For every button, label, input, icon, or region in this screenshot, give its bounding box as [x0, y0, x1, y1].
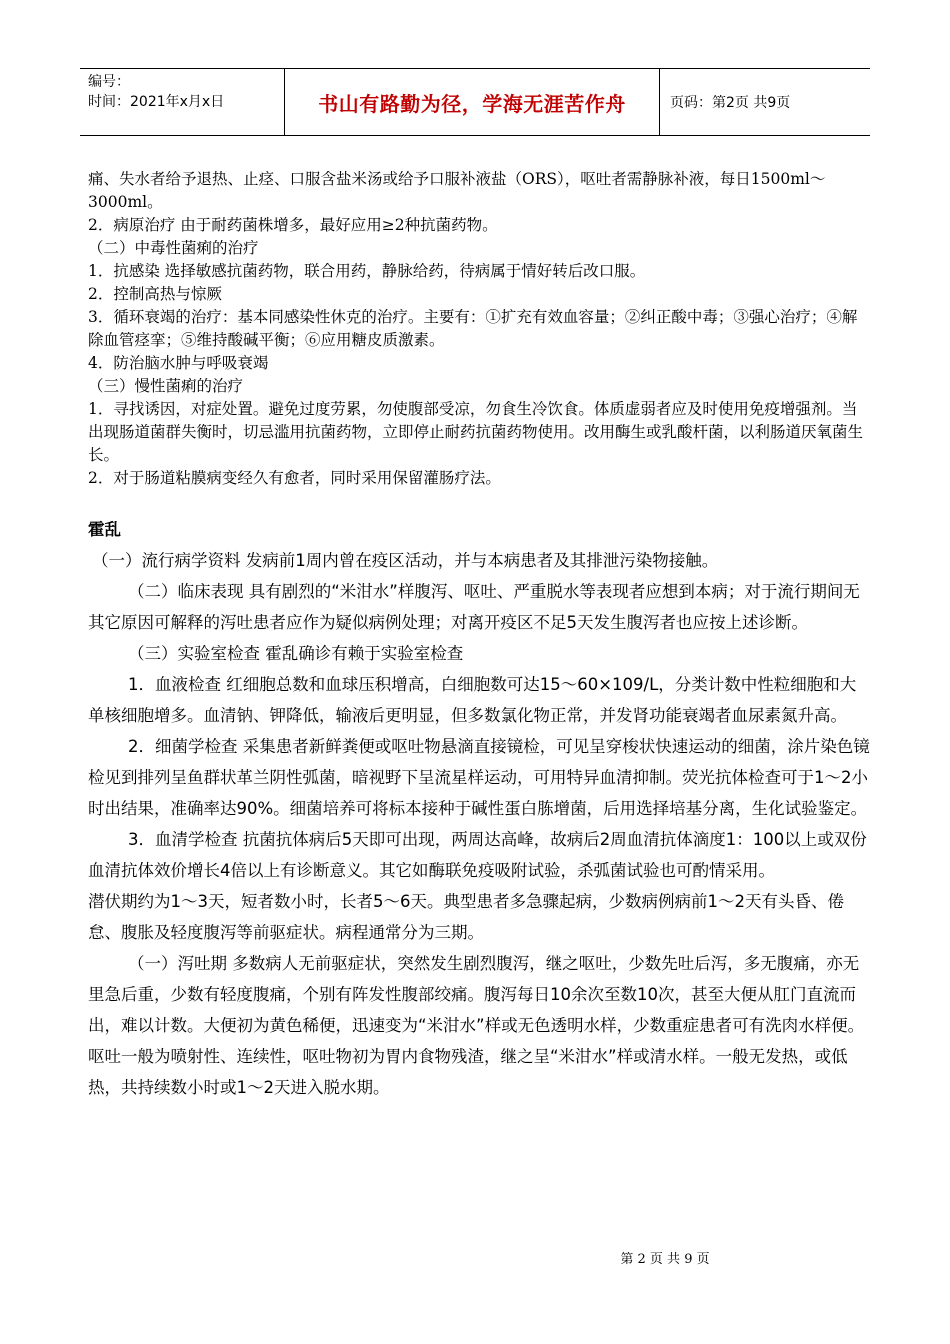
doc-code-label: 编号：: [88, 74, 130, 90]
paragraph: 4．防治脑水肿与呼吸衰竭: [88, 354, 269, 372]
paragraph: 1．血液检查 红细胞总数和血球压积增高，白细胞数可达15～60×109/L，分类计数中性粒细胞和大单核细胞增多。血清钠、钾降低，输液后更明显，但多数氯化物正常，并发肾功能衰竭者血尿素氮升高。: [88, 675, 857, 725]
paragraph: 2．细菌学检查 采集患者新鲜粪便或呕吐物悬滴直接镜检，可见呈穿梭状快速运动的细菌，涂片染色镜检见到排列呈鱼群状革兰阴性弧菌，暗视野下呈流星样运动，可用特异血清抑制。荧光抗体检查可于1～2小时出结果，准确率达90%。细菌培养可将标本接种于碱性蛋白胨增菌，后用选择培基分离，生化试验鉴定。: [88, 737, 870, 818]
paragraph: 3．循环衰竭的治疗：基本同感染性休克的治疗。主要有：①扩充有效血容量；②纠正酸中毒；③强心治疗；④解除血管痉挛；⑤维持酸碱平衡；⑥应用糖皮质激素。: [88, 308, 858, 349]
section-title: 霍乱: [88, 520, 121, 539]
doc-time-label: 时间：2021年x月x日: [88, 94, 225, 110]
header-motto: 书山有路勤为径，学海无涯苦作舟: [285, 69, 660, 135]
paragraph: （一）流行病学资料 发病前1周内曾在疫区活动，并与本病患者及其排泄污染物接触。: [92, 551, 719, 570]
page-footer: 第 2 页 共 9 页: [620, 1252, 710, 1267]
paragraph: 2．控制高热与惊厥: [88, 285, 222, 303]
paragraph: （二）临床表现 具有剧烈的“米泔水”样腹泻、呕吐、严重脱水等表现者应想到本病；对于流行期间无其它原因可解释的泻吐患者应作为疑似病例处理；对离开疫区不足5天发生腹泻者也应按上述诊断。: [88, 582, 860, 632]
paragraph: 潜伏期约为1～3天，短者数小时，长者5～6天。典型患者多急骤起病，少数病例病前1～2天有头昏、倦怠、腹胀及轻度腹泻等前驱症状。病程通常分为三期。: [88, 892, 844, 942]
paragraph: 2．对于肠道粘膜病变经久有愈者，同时采用保留灌肠疗法。: [88, 469, 501, 487]
paragraph: （三）实验室检查 霍乱确诊有赖于实验室检查: [128, 644, 464, 663]
cholera-section: [88, 514, 870, 1103]
header-page-label: 页码：第2页 共9页: [670, 95, 791, 111]
paragraph: 1．寻找诱因，对症处置。避免过度劳累，勿使腹部受凉，勿食生冷饮食。体质虚弱者应及时使用免疫增强剂。当出现肠道菌群失衡时，切忌滥用抗菌药物，立即停止耐药抗菌药物使用。改用酶生或乳酸杆菌，以利肠道厌氧菌生长。: [88, 400, 864, 464]
paragraph: （二）中毒性菌痢的治疗: [88, 239, 259, 257]
paragraph: （三）慢性菌痢的治疗: [88, 377, 244, 395]
header-table: [80, 68, 870, 136]
header-left-cell: [80, 69, 285, 135]
dysentery-treatment-section: [88, 168, 870, 490]
paragraph: （一）泻吐期 多数病人无前驱症状，突然发生剧烈腹泻，继之呕吐，少数先吐后泻，多无腹痛，亦无里急后重，少数有轻度腹痛，个别有阵发性腹部绞痛。腹泻每日10余次至数10次，甚至大便从肛门直流而出，难以计数。大便初为黄色稀便，迅速变为“米泔水”样或无色透明水样，少数重症患者可有洗肉水样便。呕吐一般为喷射性、连续性，呕吐物初为胃内食物残渣，继之呈“米泔水”样或清水样。一般无发热，或低热，共持续数小时或1～2天进入脱水期。: [88, 954, 865, 1097]
paragraph: 痛、失水者给予退热、止痉、口服含盐米汤或给予口服补液盐（ORS），呕吐者需静脉补液，每日1500ml～3000ml。: [88, 170, 826, 211]
paragraph: 2．病原治疗 由于耐药菌株增多，最好应用≥2种抗菌药物。: [88, 216, 498, 234]
paragraph: 3．血清学检查 抗菌抗体病后5天即可出现，两周达高峰，故病后2周血清抗体滴度1：100以上或双份血清抗体效价增长4倍以上有诊断意义。其它如酶联免疫吸附试验，杀弧菌试验也可酌情采用。: [88, 830, 867, 880]
paragraph: 1．抗感染 选择敏感抗菌药物，联合用药，静脉给药，待病属于情好转后改口服。: [88, 262, 646, 280]
